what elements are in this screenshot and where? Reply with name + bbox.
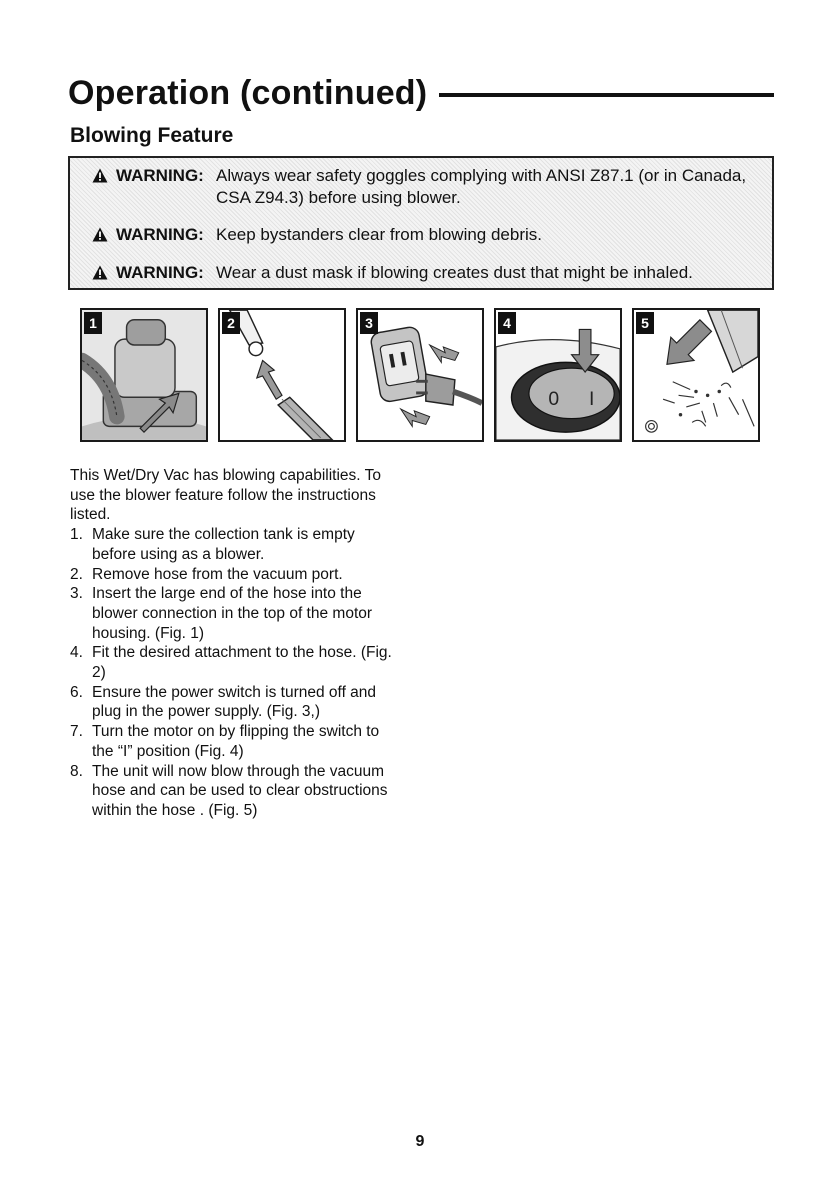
warning-box <box>68 156 774 290</box>
intro-paragraph: This Wet/Dry Vac has blowing capabilities. To use the blower feature follow the instructions listed. <box>70 467 381 524</box>
section-heading: Blowing Feature <box>70 124 234 147</box>
figure-5 <box>632 308 760 442</box>
warning-triangle-icon <box>92 168 108 183</box>
page-number: 9 <box>415 1133 425 1150</box>
figure-2 <box>218 308 346 442</box>
step-text: Turn the motor on by flipping the switch to the “I” position (Fig. 4) <box>92 723 380 760</box>
list-item <box>70 722 400 761</box>
step-number: 4. <box>70 644 83 662</box>
warning-triangle-icon <box>92 265 108 280</box>
title-rule <box>439 93 774 97</box>
step-text: Insert the large end of the hose into the blower connection in the top of the motor housing. (Fig. 1) <box>92 585 373 642</box>
warning-label-group <box>70 224 216 246</box>
warning-label-group <box>70 262 216 284</box>
figure-number: 5 <box>636 312 654 334</box>
figure-number: 2 <box>222 312 240 334</box>
instructions <box>70 466 400 821</box>
step-number: 3. <box>70 585 83 603</box>
step-number: 8. <box>70 762 83 780</box>
step-text: Ensure the power switch is turned off and plug in the power supply. (Fig. 3,) <box>92 683 377 721</box>
switch-on-label: I <box>589 388 595 411</box>
warning-label: WARNING: <box>116 225 204 244</box>
warning-row <box>70 224 772 246</box>
page-header <box>68 70 774 116</box>
step-text: The unit will now blow through the vacuum hose and can be used to clear obstructions within the hose . (Fig. 5) <box>92 762 388 819</box>
list-item <box>70 525 400 564</box>
list-item <box>70 762 400 821</box>
warning-label: WARNING: <box>116 166 204 185</box>
warning-triangle-icon <box>92 227 108 242</box>
step-number: 7. <box>70 723 83 741</box>
list-item <box>70 584 400 643</box>
warning-row <box>70 165 772 209</box>
step-number: 1. <box>70 526 83 544</box>
warning-row <box>70 262 772 284</box>
step-text: Remove hose from the vacuum port. <box>92 565 343 583</box>
steps-list <box>70 525 400 821</box>
figure-strip <box>80 308 768 444</box>
list-item <box>70 643 400 682</box>
step-text: Make sure the collection tank is empty before using as a blower. <box>92 526 355 563</box>
switch-off-label: 0 <box>548 388 560 411</box>
warning-label: WARNING: <box>116 263 204 282</box>
step-number: 2. <box>70 565 83 583</box>
warning-label-group <box>70 165 216 209</box>
figure-number: 1 <box>84 312 102 334</box>
figure-4 <box>494 308 622 442</box>
warning-text: Keep bystanders clear from blowing debris. <box>216 225 542 244</box>
warning-text: Always wear safety goggles complying with ANSI Z87.1 (or in Canada, CSA Z94.3) before using blower. <box>216 166 747 207</box>
figure-number: 4 <box>498 312 516 334</box>
page-title: Operation (continued) <box>68 74 428 112</box>
list-item <box>70 683 400 722</box>
list-item <box>70 565 400 585</box>
figure-1 <box>80 308 208 442</box>
step-text: Fit the desired attachment to the hose. (Fig. 2) <box>92 644 392 682</box>
step-number: 6. <box>70 683 83 701</box>
warning-text: Wear a dust mask if blowing creates dust that might be inhaled. <box>216 263 693 282</box>
figure-number: 3 <box>360 312 378 334</box>
figure-3 <box>356 308 484 442</box>
